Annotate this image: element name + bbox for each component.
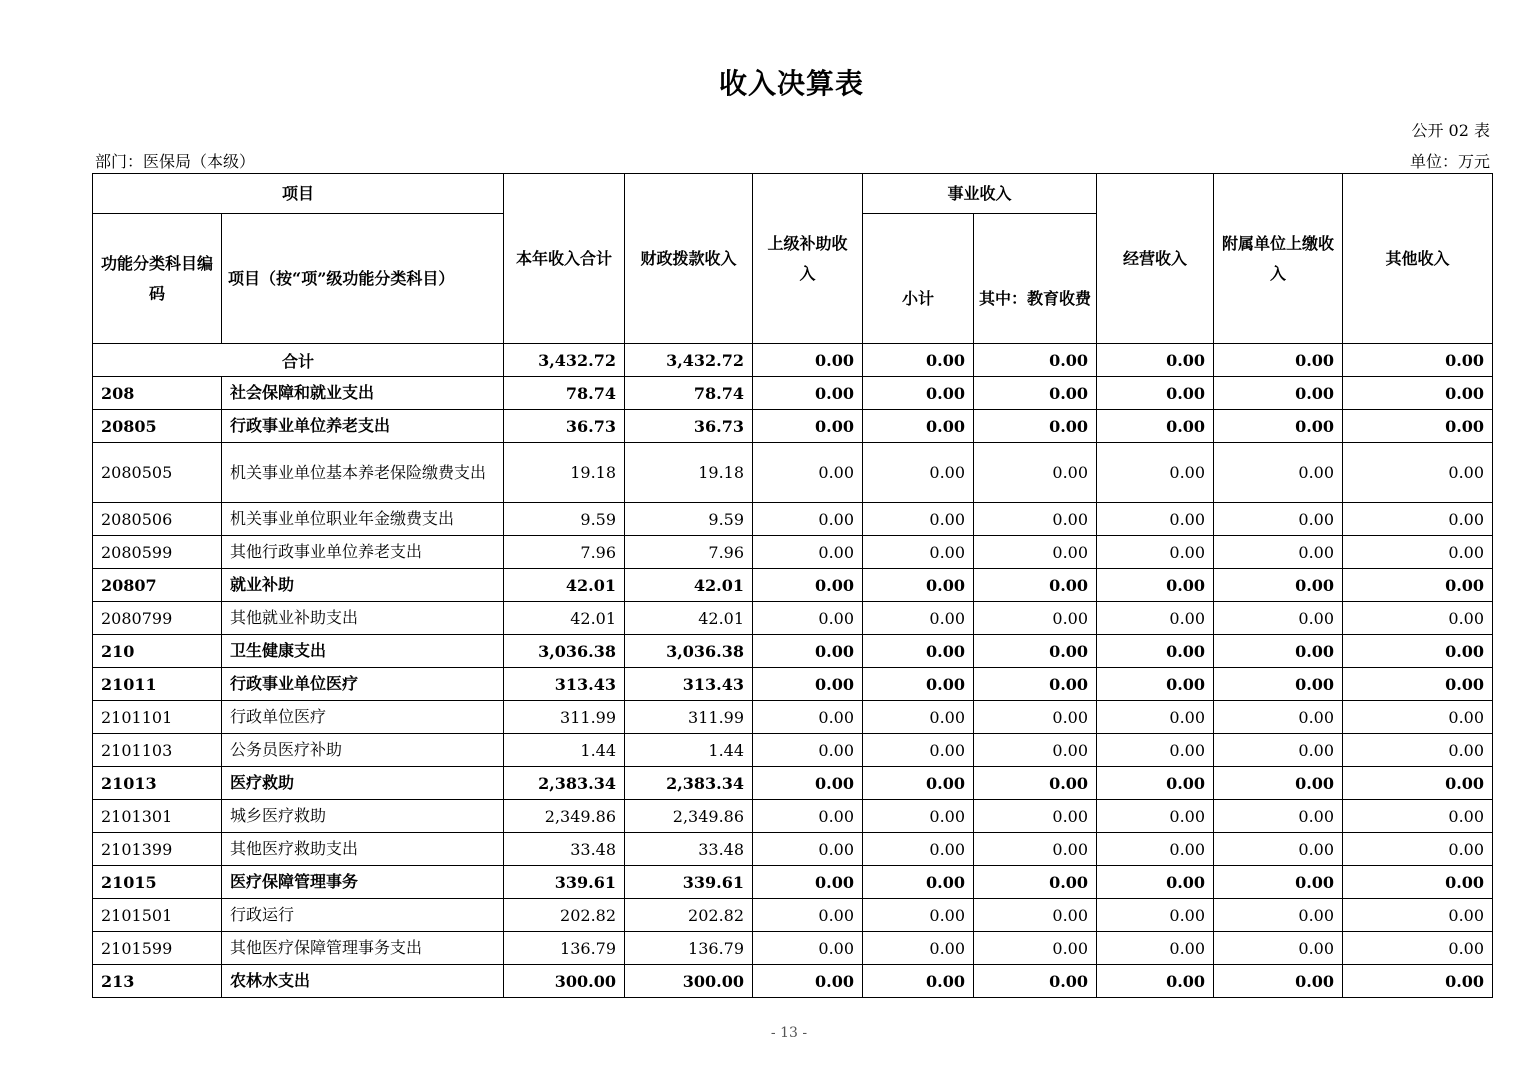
row-value: 339.61 (504, 866, 625, 899)
row-value: 0.00 (1343, 569, 1493, 602)
row-value: 0.00 (974, 866, 1097, 899)
row-value: 0.00 (863, 410, 974, 443)
row-value: 0.00 (863, 602, 974, 635)
row-code: 21015 (93, 866, 222, 899)
header-fiscal: 财政拨款收入 (625, 174, 753, 344)
row-value: 2,349.86 (625, 800, 753, 833)
row-value: 7.96 (504, 536, 625, 569)
table-row (93, 602, 1493, 635)
total-value: 0.00 (1214, 344, 1343, 377)
row-value: 0.00 (753, 800, 863, 833)
row-value: 0.00 (974, 443, 1097, 503)
page-number: - 13 - (770, 1025, 808, 1041)
row-value: 0.00 (753, 668, 863, 701)
header-affiliated: 附属单位上缴收入 (1214, 174, 1343, 344)
table-row (93, 701, 1493, 734)
row-code: 2101103 (93, 734, 222, 767)
row-value: 0.00 (1343, 536, 1493, 569)
row-value: 0.00 (974, 668, 1097, 701)
table-row (93, 410, 1493, 443)
row-value: 0.00 (974, 734, 1097, 767)
row-name: 其他就业补助支出 (222, 602, 504, 635)
row-name: 其他医疗救助支出 (222, 833, 504, 866)
row-value: 0.00 (1214, 767, 1343, 800)
header-total: 本年收入合计 (504, 174, 625, 344)
row-value: 0.00 (1343, 734, 1493, 767)
row-value: 0.00 (1214, 377, 1343, 410)
row-value: 0.00 (863, 899, 974, 932)
row-value: 0.00 (1343, 668, 1493, 701)
row-value: 0.00 (753, 443, 863, 503)
row-value: 0.00 (1097, 569, 1214, 602)
row-value: 300.00 (625, 965, 753, 998)
table-row (93, 635, 1493, 668)
row-value: 42.01 (625, 569, 753, 602)
row-value: 313.43 (625, 668, 753, 701)
row-value: 0.00 (1214, 833, 1343, 866)
row-value: 0.00 (863, 833, 974, 866)
row-name: 就业补助 (222, 569, 504, 602)
row-name: 城乡医疗救助 (222, 800, 504, 833)
row-value: 0.00 (974, 377, 1097, 410)
row-value: 0.00 (753, 569, 863, 602)
row-value: 0.00 (753, 536, 863, 569)
row-value: 0.00 (863, 668, 974, 701)
row-value: 339.61 (625, 866, 753, 899)
row-value: 0.00 (1097, 866, 1214, 899)
row-code: 2080799 (93, 602, 222, 635)
row-value: 0.00 (753, 377, 863, 410)
row-value: 0.00 (863, 701, 974, 734)
row-code: 2101399 (93, 833, 222, 866)
row-value: 0.00 (1343, 602, 1493, 635)
row-value: 1.44 (504, 734, 625, 767)
row-value: 0.00 (753, 899, 863, 932)
row-value: 78.74 (504, 377, 625, 410)
table-row (93, 536, 1493, 569)
header-project: 项目 (93, 174, 504, 214)
header-business: 事业收入 (863, 174, 1097, 214)
row-value: 0.00 (753, 635, 863, 668)
row-value: 0.00 (1214, 965, 1343, 998)
row-value: 0.00 (1097, 800, 1214, 833)
row-code: 2101101 (93, 701, 222, 734)
row-value: 311.99 (625, 701, 753, 734)
header-operating: 经营收入 (1097, 174, 1214, 344)
row-value: 0.00 (863, 635, 974, 668)
row-code: 210 (93, 635, 222, 668)
row-name: 行政事业单位医疗 (222, 668, 504, 701)
row-value: 0.00 (1343, 899, 1493, 932)
row-value: 0.00 (1214, 866, 1343, 899)
row-value: 0.00 (1214, 602, 1343, 635)
row-name: 社会保障和就业支出 (222, 377, 504, 410)
row-value: 0.00 (1097, 503, 1214, 536)
table-row (93, 767, 1493, 800)
row-value: 0.00 (753, 932, 863, 965)
row-value: 0.00 (1343, 932, 1493, 965)
row-value: 78.74 (625, 377, 753, 410)
row-value: 0.00 (1097, 899, 1214, 932)
table-row (93, 965, 1493, 998)
row-value: 202.82 (625, 899, 753, 932)
row-value: 0.00 (753, 767, 863, 800)
row-value: 0.00 (1214, 503, 1343, 536)
row-value: 9.59 (504, 503, 625, 536)
row-value: 0.00 (974, 767, 1097, 800)
row-value: 0.00 (1343, 767, 1493, 800)
row-value: 0.00 (1214, 668, 1343, 701)
row-code: 20807 (93, 569, 222, 602)
row-value: 0.00 (1214, 734, 1343, 767)
row-name: 医疗救助 (222, 767, 504, 800)
total-value: 0.00 (974, 344, 1097, 377)
table-row (93, 569, 1493, 602)
row-value: 0.00 (863, 377, 974, 410)
row-name: 其他医疗保障管理事务支出 (222, 932, 504, 965)
row-value: 202.82 (504, 899, 625, 932)
header-education: 其中：教育收费 (974, 214, 1097, 344)
table-row (93, 443, 1493, 503)
table-row (93, 866, 1493, 899)
row-value: 0.00 (1097, 536, 1214, 569)
row-value: 0.00 (753, 602, 863, 635)
row-value: 3,036.38 (625, 635, 753, 668)
row-value: 0.00 (1097, 635, 1214, 668)
table-row (93, 668, 1493, 701)
row-value: 0.00 (1214, 410, 1343, 443)
row-value: 0.00 (974, 701, 1097, 734)
row-value: 136.79 (625, 932, 753, 965)
row-value: 0.00 (974, 899, 1097, 932)
row-value: 0.00 (1097, 602, 1214, 635)
row-code: 213 (93, 965, 222, 998)
row-name: 行政事业单位养老支出 (222, 410, 504, 443)
row-value: 0.00 (1343, 377, 1493, 410)
row-value: 2,383.34 (504, 767, 625, 800)
row-value: 33.48 (625, 833, 753, 866)
header-name: 项目（按“项”级功能分类科目） (222, 214, 504, 344)
row-value: 313.43 (504, 668, 625, 701)
row-value: 0.00 (1097, 734, 1214, 767)
row-name: 行政运行 (222, 899, 504, 932)
row-value: 42.01 (625, 602, 753, 635)
header-superior: 上级补助收入 (753, 174, 863, 344)
row-value: 0.00 (974, 410, 1097, 443)
row-value: 19.18 (625, 443, 753, 503)
row-value: 0.00 (753, 866, 863, 899)
row-code: 2101599 (93, 932, 222, 965)
row-name: 公务员医疗补助 (222, 734, 504, 767)
row-value: 0.00 (1343, 443, 1493, 503)
row-value: 0.00 (974, 536, 1097, 569)
row-value: 0.00 (1214, 536, 1343, 569)
row-value: 0.00 (974, 602, 1097, 635)
row-value: 0.00 (1343, 635, 1493, 668)
row-value: 0.00 (1343, 800, 1493, 833)
row-value: 0.00 (1097, 668, 1214, 701)
row-value: 0.00 (1214, 443, 1343, 503)
row-name: 行政单位医疗 (222, 701, 504, 734)
row-name: 卫生健康支出 (222, 635, 504, 668)
total-label: 合计 (93, 344, 504, 377)
row-value: 42.01 (504, 569, 625, 602)
row-value: 19.18 (504, 443, 625, 503)
row-value: 42.01 (504, 602, 625, 635)
row-code: 20805 (93, 410, 222, 443)
table-row (93, 899, 1493, 932)
row-value: 0.00 (1343, 701, 1493, 734)
row-value: 0.00 (1097, 833, 1214, 866)
row-value: 0.00 (974, 503, 1097, 536)
row-value: 0.00 (1097, 965, 1214, 998)
row-value: 7.96 (625, 536, 753, 569)
row-code: 2080599 (93, 536, 222, 569)
row-name: 机关事业单位基本养老保险缴费支出 (222, 443, 504, 503)
row-name: 医疗保障管理事务 (222, 866, 504, 899)
header-other: 其他收入 (1343, 174, 1493, 344)
row-value: 0.00 (753, 503, 863, 536)
row-value: 9.59 (625, 503, 753, 536)
row-value: 0.00 (974, 833, 1097, 866)
table-row (93, 833, 1493, 866)
table-row (93, 932, 1493, 965)
row-value: 33.48 (504, 833, 625, 866)
row-value: 0.00 (1097, 932, 1214, 965)
row-value: 0.00 (753, 734, 863, 767)
row-value: 0.00 (1343, 410, 1493, 443)
row-value: 0.00 (1097, 377, 1214, 410)
row-value: 0.00 (863, 965, 974, 998)
row-value: 0.00 (1097, 443, 1214, 503)
row-value: 0.00 (753, 965, 863, 998)
unit-label: 单位：万元 (1409, 152, 1490, 171)
row-value: 0.00 (1343, 503, 1493, 536)
total-value: 0.00 (863, 344, 974, 377)
row-value: 0.00 (1214, 569, 1343, 602)
row-value: 0.00 (863, 443, 974, 503)
row-value: 0.00 (974, 800, 1097, 833)
row-value: 36.73 (625, 410, 753, 443)
row-value: 311.99 (504, 701, 625, 734)
row-value: 36.73 (504, 410, 625, 443)
row-value: 0.00 (1097, 410, 1214, 443)
row-code: 21013 (93, 767, 222, 800)
income-table (92, 173, 1493, 998)
row-value: 1.44 (625, 734, 753, 767)
table-row (93, 734, 1493, 767)
row-value: 0.00 (1214, 800, 1343, 833)
row-code: 2101501 (93, 899, 222, 932)
row-value: 0.00 (974, 932, 1097, 965)
row-code: 2080505 (93, 443, 222, 503)
row-value: 0.00 (974, 569, 1097, 602)
total-value: 3,432.72 (504, 344, 625, 377)
header-code: 功能分类科目编码 (93, 214, 222, 344)
table-number: 公开 02 表 (1411, 121, 1490, 140)
row-value: 0.00 (863, 536, 974, 569)
row-value: 2,349.86 (504, 800, 625, 833)
row-code: 2080506 (93, 503, 222, 536)
row-value: 0.00 (1214, 701, 1343, 734)
row-code: 2101301 (93, 800, 222, 833)
row-value: 0.00 (863, 767, 974, 800)
department-label: 部门：医保局（本级） (95, 152, 256, 171)
row-value: 0.00 (1343, 965, 1493, 998)
total-value: 0.00 (753, 344, 863, 377)
row-value: 0.00 (863, 866, 974, 899)
row-value: 0.00 (974, 635, 1097, 668)
row-value: 136.79 (504, 932, 625, 965)
row-value: 0.00 (1214, 635, 1343, 668)
total-value: 0.00 (1343, 344, 1493, 377)
row-value: 300.00 (504, 965, 625, 998)
row-value: 0.00 (863, 503, 974, 536)
header-subtotal: 小计 (863, 214, 974, 344)
total-value: 3,432.72 (625, 344, 753, 377)
row-value: 0.00 (753, 410, 863, 443)
row-value: 0.00 (753, 833, 863, 866)
page-title: 收入决算表 (718, 67, 864, 100)
row-value: 0.00 (1343, 866, 1493, 899)
row-value: 0.00 (1214, 932, 1343, 965)
total-value: 0.00 (1097, 344, 1214, 377)
row-code: 21011 (93, 668, 222, 701)
row-value: 0.00 (863, 734, 974, 767)
table-row (93, 377, 1493, 410)
row-value: 0.00 (1343, 833, 1493, 866)
table-row (93, 503, 1493, 536)
row-name: 农林水支出 (222, 965, 504, 998)
row-value: 0.00 (753, 701, 863, 734)
row-value: 0.00 (1214, 899, 1343, 932)
table-row (93, 800, 1493, 833)
row-value: 0.00 (1097, 701, 1214, 734)
row-value: 0.00 (974, 965, 1097, 998)
row-value: 2,383.34 (625, 767, 753, 800)
row-value: 0.00 (863, 800, 974, 833)
row-name: 机关事业单位职业年金缴费支出 (222, 503, 504, 536)
total-row (93, 344, 1493, 377)
row-value: 3,036.38 (504, 635, 625, 668)
row-name: 其他行政事业单位养老支出 (222, 536, 504, 569)
row-value: 0.00 (863, 932, 974, 965)
row-value: 0.00 (863, 569, 974, 602)
row-code: 208 (93, 377, 222, 410)
row-value: 0.00 (1097, 767, 1214, 800)
